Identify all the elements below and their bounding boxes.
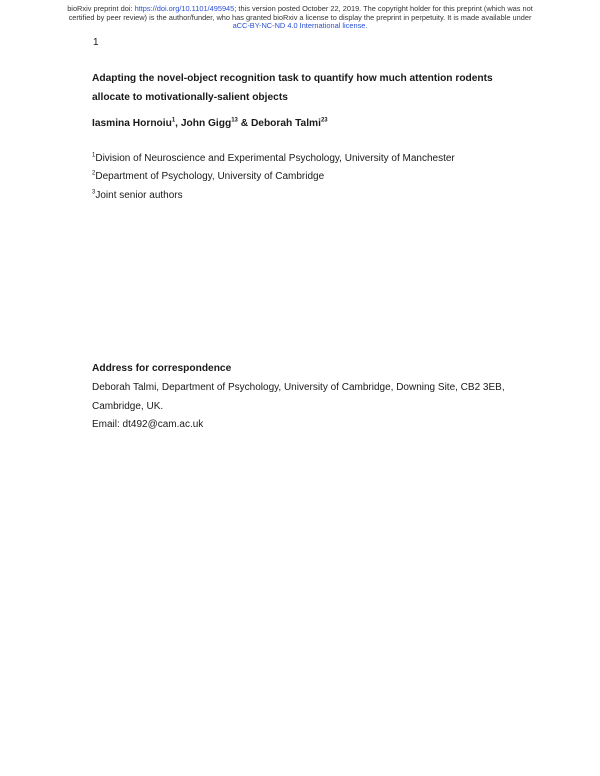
affiliation-marker: 1 <box>92 152 96 159</box>
correspondence-city: Cambridge, UK. <box>92 401 164 412</box>
correspondence-address: Deborah Talmi, Department of Psychology, University of Cambridge, Downing Site, CB2 3EB, <box>92 382 505 393</box>
correspondence-heading: Address for correspondence <box>92 363 232 374</box>
doi-link[interactable]: https://doi.org/10.1101/495945 <box>134 4 235 13</box>
preprint-banner <box>0 5 600 31</box>
author-name: Iasmina Hornoiu <box>92 118 172 129</box>
affiliation-text: Division of Neuroscience and Experimental Psychology, University of Manchester <box>95 153 455 164</box>
author-list <box>92 118 328 129</box>
author-affiliation-marker: 23 <box>320 117 328 124</box>
author-separator: & <box>237 118 251 129</box>
author-name: John Gigg <box>180 118 232 129</box>
affiliation-text: Department of Psychology, University of Cambridge <box>95 171 325 182</box>
affiliation-marker: 2 <box>92 170 96 177</box>
affiliation-3 <box>92 190 183 201</box>
affiliation-2 <box>92 171 324 182</box>
affiliation-1 <box>92 153 455 164</box>
paper-title: Adapting the novel-object recognition task to quantify how much attention rodents allocate to motivationally-salient objects <box>92 73 493 103</box>
author-affiliation-marker: 1 <box>171 117 176 124</box>
license-link[interactable]: aCC-BY-NC-ND 4.0 International license. <box>232 21 368 31</box>
banner-prefix: bioRxiv preprint doi: <box>67 4 135 13</box>
banner-line-2: certified by peer review) is the author/funder, who has granted bioRxiv a license to display the preprint in perpetuity. It is made available under <box>68 12 532 22</box>
author-name: Deborah Talmi <box>250 118 321 129</box>
correspondence-email: Email: dt492@cam.ac.uk <box>92 419 204 430</box>
author-affiliation-marker: 13 <box>231 117 238 124</box>
author-separator: , <box>175 118 181 129</box>
page-number: 1 <box>93 37 99 48</box>
banner-suffix: ; this version posted October 22, 2019. The copyright holder for this preprint (which was not <box>234 4 533 13</box>
affiliation-marker: 3 <box>92 189 96 196</box>
affiliation-text: Joint senior authors <box>95 190 183 201</box>
